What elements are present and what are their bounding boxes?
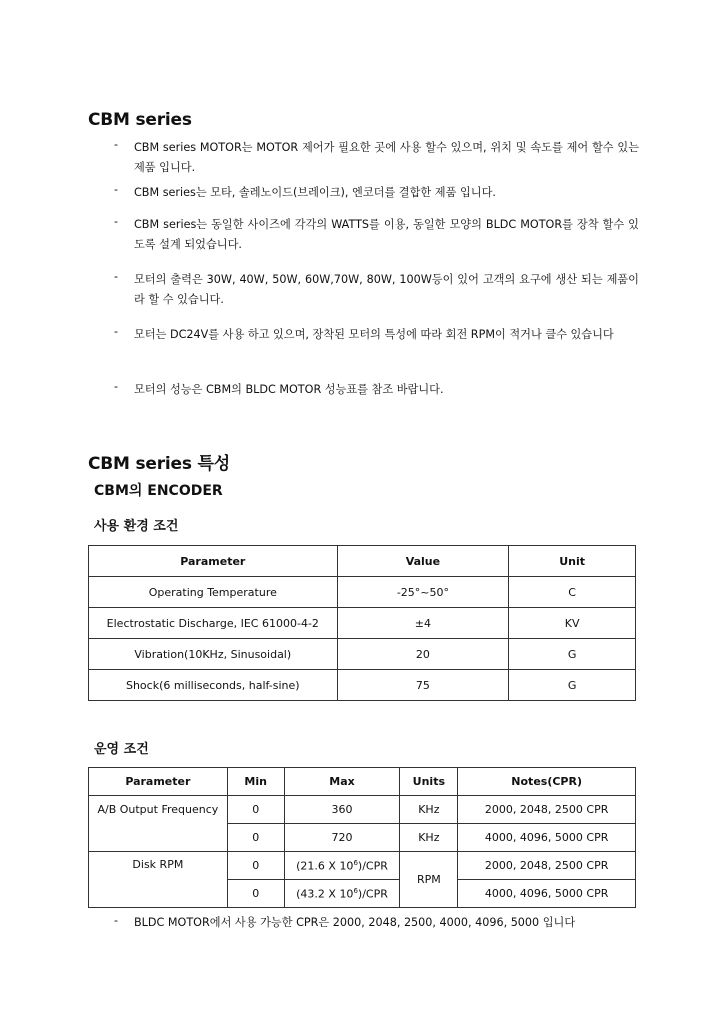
table-cell: 75 bbox=[337, 670, 509, 701]
column-header: Max bbox=[284, 768, 400, 796]
bullet-dash: - bbox=[114, 914, 119, 927]
table-cell: Vibration(10KHz, Sinusoidal) bbox=[89, 639, 338, 670]
table-cell: Operating Temperature bbox=[89, 577, 338, 608]
column-header: Notes(CPR) bbox=[458, 768, 636, 796]
encoder-subtitle: CBM의 ENCODER bbox=[94, 483, 223, 499]
bullet-dash: - bbox=[114, 215, 119, 228]
list-item-text: 모터는 DC24V를 사용 하고 있으며, 장착된 모터의 특성에 따라 회전 RPM이 적거나 클수 있습니다 bbox=[134, 328, 614, 341]
bullet-dash: - bbox=[114, 138, 119, 151]
table-row bbox=[89, 796, 636, 824]
table-cell: 0 bbox=[227, 824, 284, 852]
cpr-note-text: BLDC MOTOR에서 사용 가능한 CPR은 2000, 2048, 2500, 4000, 4096, 5000 입니다 bbox=[134, 916, 576, 929]
table-header-row bbox=[89, 546, 636, 577]
bullet-dash: - bbox=[114, 380, 119, 393]
column-header: Unit bbox=[509, 546, 636, 577]
max-value-text: (43.2 X 10 bbox=[296, 887, 354, 901]
table-cell: 360 bbox=[284, 796, 400, 824]
environment-title: 사용 환경 조건 bbox=[94, 519, 179, 534]
list-item-text: CBM series MOTOR는 MOTOR 제어가 필요한 곳에 사용 할수 있으며, 위치 및 속도를 제어 할수 있는 제품 입니다. bbox=[134, 141, 639, 174]
list-item-text: 모터의 출력은 30W, 40W, 50W, 60W,70W, 80W, 100W등이 있어 고객의 요구에 생산 되는 제품이라 할 수 있습니다. bbox=[134, 273, 639, 306]
environment-table bbox=[88, 545, 636, 701]
table-cell: KV bbox=[509, 608, 636, 639]
table-cell: Shock(6 milliseconds, half-sine) bbox=[89, 670, 338, 701]
table-cell: 2000, 2048, 2500 CPR bbox=[458, 796, 636, 824]
section-title-characteristics: CBM series 특성 bbox=[88, 454, 230, 474]
bullet-dash: - bbox=[114, 325, 119, 338]
column-header: Value bbox=[337, 546, 509, 577]
table-cell bbox=[284, 880, 400, 908]
table-cell: 4000, 4096, 5000 CPR bbox=[458, 824, 636, 852]
table-cell: -25°~50° bbox=[337, 577, 509, 608]
table-header-row bbox=[89, 768, 636, 796]
table-cell: KHz bbox=[400, 796, 458, 824]
table-cell bbox=[284, 852, 400, 880]
table-cell: 4000, 4096, 5000 CPR bbox=[458, 880, 636, 908]
table-cell: 20 bbox=[337, 639, 509, 670]
table-cell: 720 bbox=[284, 824, 400, 852]
table-cell: 0 bbox=[227, 796, 284, 824]
section-title-cbm-series: CBM series bbox=[88, 110, 192, 130]
max-value-suffix: )/CPR bbox=[357, 859, 388, 873]
column-header: Parameter bbox=[89, 546, 338, 577]
table-cell: C bbox=[509, 577, 636, 608]
max-value-suffix: )/CPR bbox=[357, 887, 388, 901]
list-item-text: CBM series는 모타, 솔레노이드(브레이크), 엔코더를 결합한 제품 입니다. bbox=[134, 186, 496, 199]
table-cell: 0 bbox=[227, 852, 284, 880]
table-row bbox=[89, 670, 636, 701]
table-row bbox=[89, 639, 636, 670]
bullet-dash: - bbox=[114, 183, 119, 196]
column-header: Parameter bbox=[89, 768, 228, 796]
table-row bbox=[89, 852, 636, 880]
operating-conditions-title: 운영 조건 bbox=[94, 742, 149, 757]
table-cell: A/B Output Frequency bbox=[89, 796, 228, 852]
table-cell: 2000, 2048, 2500 CPR bbox=[458, 852, 636, 880]
column-header: Min bbox=[227, 768, 284, 796]
operating-conditions-table bbox=[88, 767, 636, 908]
table-cell: Electrostatic Discharge, IEC 61000-4-2 bbox=[89, 608, 338, 639]
exponent: 6 bbox=[353, 858, 358, 867]
table-row bbox=[89, 577, 636, 608]
table-row bbox=[89, 608, 636, 639]
table-cell: ±4 bbox=[337, 608, 509, 639]
exponent: 6 bbox=[353, 886, 358, 895]
table-cell: 0 bbox=[227, 880, 284, 908]
max-value-text: (21.6 X 10 bbox=[296, 859, 354, 873]
table-cell: G bbox=[509, 670, 636, 701]
table-cell: KHz bbox=[400, 824, 458, 852]
table-cell: RPM bbox=[400, 852, 458, 908]
list-item-text: CBM series는 동일한 사이즈에 각각의 WATTS를 이용, 동일한 모양의 BLDC MOTOR를 장착 할수 있도록 설계 되었습니다. bbox=[134, 218, 639, 251]
table-cell: Disk RPM bbox=[89, 852, 228, 908]
bullet-dash: - bbox=[114, 270, 119, 283]
table-cell: G bbox=[509, 639, 636, 670]
column-header: Units bbox=[400, 768, 458, 796]
list-item-text: 모터의 성능은 CBM의 BLDC MOTOR 성능표를 참조 바랍니다. bbox=[134, 383, 444, 396]
